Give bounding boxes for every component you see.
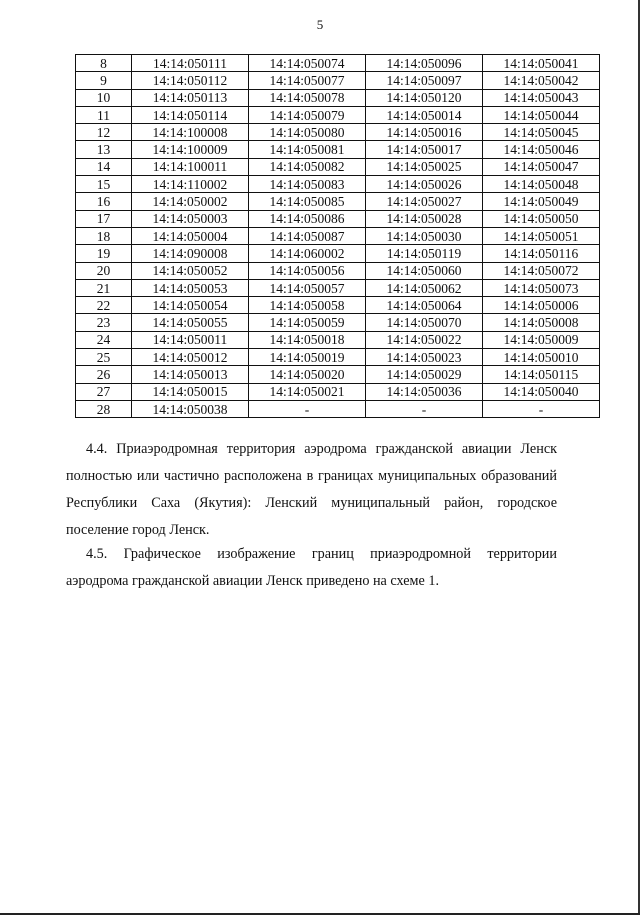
cadastral-number-cell: 14:14:050062	[366, 279, 483, 296]
cadastral-number-cell: 14:14:050057	[249, 279, 366, 296]
cadastral-number-cell: 14:14:050119	[366, 245, 483, 262]
cadastral-number-cell: 14:14:050086	[249, 210, 366, 227]
table-row	[76, 158, 600, 175]
cadastral-number-cell: 14:14:050046	[483, 141, 600, 158]
table-row	[76, 124, 600, 141]
cadastral-number-cell: 14:14:050052	[132, 262, 249, 279]
row-number-cell: 26	[76, 366, 132, 383]
cadastral-number-cell: 14:14:050073	[483, 279, 600, 296]
cadastral-number-cell: 14:14:050047	[483, 158, 600, 175]
cadastral-number-cell: -	[483, 400, 600, 417]
table-row	[76, 227, 600, 244]
cadastral-number-cell: 14:14:050112	[132, 72, 249, 89]
cadastral-number-cell: 14:14:050014	[366, 106, 483, 123]
cadastral-number-cell: 14:14:050002	[132, 193, 249, 210]
row-number-cell: 15	[76, 176, 132, 193]
cadastral-number-cell: 14:14:050083	[249, 176, 366, 193]
cadastral-number-cell: 14:14:050041	[483, 55, 600, 72]
paragraph-4-4	[66, 436, 557, 544]
table-row	[76, 314, 600, 331]
cadastral-table-body	[76, 55, 600, 418]
table-row	[76, 245, 600, 262]
cadastral-number-cell: 14:14:050078	[249, 89, 366, 106]
cadastral-number-cell: 14:14:050120	[366, 89, 483, 106]
row-number-cell: 20	[76, 262, 132, 279]
cadastral-number-cell: 14:14:050045	[483, 124, 600, 141]
cadastral-number-cell: 14:14:050019	[249, 349, 366, 366]
cadastral-number-cell: 14:14:050028	[366, 210, 483, 227]
cadastral-number-cell: 14:14:050010	[483, 349, 600, 366]
cadastral-number-cell: 14:14:050064	[366, 297, 483, 314]
row-number-cell: 19	[76, 245, 132, 262]
cadastral-number-cell: 14:14:050085	[249, 193, 366, 210]
cadastral-number-cell: 14:14:050015	[132, 383, 249, 400]
cadastral-number-cell: 14:14:050042	[483, 72, 600, 89]
cadastral-number-cell: 14:14:100009	[132, 141, 249, 158]
row-number-cell: 12	[76, 124, 132, 141]
cadastral-table	[75, 54, 600, 418]
row-number-cell: 11	[76, 106, 132, 123]
cadastral-number-cell: 14:14:100008	[132, 124, 249, 141]
cadastral-number-cell: 14:14:050044	[483, 106, 600, 123]
cadastral-number-cell: 14:14:050008	[483, 314, 600, 331]
cadastral-number-cell: 14:14:050029	[366, 366, 483, 383]
cadastral-number-cell: 14:14:050058	[249, 297, 366, 314]
cadastral-number-cell: 14:14:050079	[249, 106, 366, 123]
cadastral-number-cell: 14:14:050059	[249, 314, 366, 331]
cadastral-number-cell: 14:14:050036	[366, 383, 483, 400]
table-row	[76, 106, 600, 123]
cadastral-number-cell: 14:14:050097	[366, 72, 483, 89]
row-number-cell: 13	[76, 141, 132, 158]
cadastral-number-cell: 14:14:050023	[366, 349, 483, 366]
cadastral-number-cell: 14:14:050004	[132, 227, 249, 244]
row-number-cell: 21	[76, 279, 132, 296]
cadastral-number-cell: 14:14:050021	[249, 383, 366, 400]
cadastral-number-cell: 14:14:050016	[366, 124, 483, 141]
cadastral-number-cell: 14:14:050113	[132, 89, 249, 106]
row-number-cell: 10	[76, 89, 132, 106]
row-number-cell: 27	[76, 383, 132, 400]
paragraph-number: 4.5.	[86, 546, 108, 562]
paragraph-number: 4.4.	[86, 441, 108, 457]
cadastral-number-cell: 14:14:050009	[483, 331, 600, 348]
row-number-cell: 9	[76, 72, 132, 89]
cadastral-number-cell: 14:14:050011	[132, 331, 249, 348]
row-number-cell: 28	[76, 400, 132, 417]
cadastral-number-cell: 14:14:050114	[132, 106, 249, 123]
cadastral-number-cell: 14:14:050022	[366, 331, 483, 348]
cadastral-number-cell: 14:14:050049	[483, 193, 600, 210]
cadastral-number-cell: 14:14:050050	[483, 210, 600, 227]
page-number: 5	[316, 17, 324, 32]
row-number-cell: 18	[76, 227, 132, 244]
paragraph-text: Приаэродромная территория аэродрома гражданской авиации Ленск полностью или частично расположена в границах муниципальных образований Республики Саха (Якутия): Ленский муниципальный район, городское поселение город Ленск.	[66, 441, 558, 538]
paragraph-4-5	[66, 541, 557, 595]
cadastral-number-cell: 14:14:090008	[132, 245, 249, 262]
cadastral-number-cell: 14:14:050026	[366, 176, 483, 193]
cadastral-number-cell: 14:14:050038	[132, 400, 249, 417]
row-number-cell: 24	[76, 331, 132, 348]
cadastral-number-cell: 14:14:050043	[483, 89, 600, 106]
table-row	[76, 55, 600, 72]
cadastral-number-cell: 14:14:050056	[249, 262, 366, 279]
cadastral-number-cell: 14:14:050081	[249, 141, 366, 158]
cadastral-number-cell: 14:14:050012	[132, 349, 249, 366]
table-row	[76, 89, 600, 106]
cadastral-number-cell: 14:14:050070	[366, 314, 483, 331]
cadastral-number-cell: 14:14:050048	[483, 176, 600, 193]
row-number-cell: 8	[76, 55, 132, 72]
cadastral-number-cell: 14:14:050080	[249, 124, 366, 141]
row-number-cell: 16	[76, 193, 132, 210]
cadastral-number-cell: 14:14:050096	[366, 55, 483, 72]
row-number-cell: 22	[76, 297, 132, 314]
cadastral-number-cell: -	[366, 400, 483, 417]
cadastral-number-cell: 14:14:050077	[249, 72, 366, 89]
table-row	[76, 176, 600, 193]
table-row	[76, 383, 600, 400]
row-number-cell: 17	[76, 210, 132, 227]
table-row	[76, 400, 600, 417]
cadastral-number-cell: 14:14:050040	[483, 383, 600, 400]
table-row	[76, 331, 600, 348]
cadastral-number-cell: 14:14:050020	[249, 366, 366, 383]
cadastral-number-cell: 14:14:100011	[132, 158, 249, 175]
row-number-cell: 23	[76, 314, 132, 331]
cadastral-number-cell: 14:14:050115	[483, 366, 600, 383]
cadastral-number-cell: 14:14:050116	[483, 245, 600, 262]
table-row	[76, 193, 600, 210]
table-row	[76, 72, 600, 89]
cadastral-number-cell: 14:14:050025	[366, 158, 483, 175]
cadastral-number-cell: 14:14:050082	[249, 158, 366, 175]
cadastral-number-cell: 14:14:050055	[132, 314, 249, 331]
table-row	[76, 210, 600, 227]
table-row	[76, 141, 600, 158]
cadastral-number-cell: 14:14:050018	[249, 331, 366, 348]
cadastral-number-cell: 14:14:050003	[132, 210, 249, 227]
table-row	[76, 297, 600, 314]
cadastral-number-cell: 14:14:050013	[132, 366, 249, 383]
cadastral-number-cell: 14:14:050027	[366, 193, 483, 210]
table-row	[76, 262, 600, 279]
cadastral-number-cell: 14:14:110002	[132, 176, 249, 193]
cadastral-number-cell: 14:14:050054	[132, 297, 249, 314]
cadastral-number-cell: 14:14:050087	[249, 227, 366, 244]
row-number-cell: 14	[76, 158, 132, 175]
row-number-cell: 25	[76, 349, 132, 366]
cadastral-number-cell: 14:14:050051	[483, 227, 600, 244]
paragraph-text: Графическое изображение границ приаэродромной территории аэродрома гражданской авиации Ленск приведено на схеме 1.	[66, 546, 557, 589]
cadastral-number-cell: 14:14:050030	[366, 227, 483, 244]
cadastral-number-cell: -	[249, 400, 366, 417]
cadastral-number-cell: 14:14:050053	[132, 279, 249, 296]
cadastral-number-cell: 14:14:050111	[132, 55, 249, 72]
table-row	[76, 366, 600, 383]
cadastral-number-cell: 14:14:050017	[366, 141, 483, 158]
cadastral-number-cell: 14:14:050006	[483, 297, 600, 314]
table-row	[76, 349, 600, 366]
cadastral-number-cell: 14:14:050072	[483, 262, 600, 279]
cadastral-number-cell: 14:14:050074	[249, 55, 366, 72]
table-row	[76, 279, 600, 296]
cadastral-number-cell: 14:14:050060	[366, 262, 483, 279]
cadastral-number-cell: 14:14:060002	[249, 245, 366, 262]
